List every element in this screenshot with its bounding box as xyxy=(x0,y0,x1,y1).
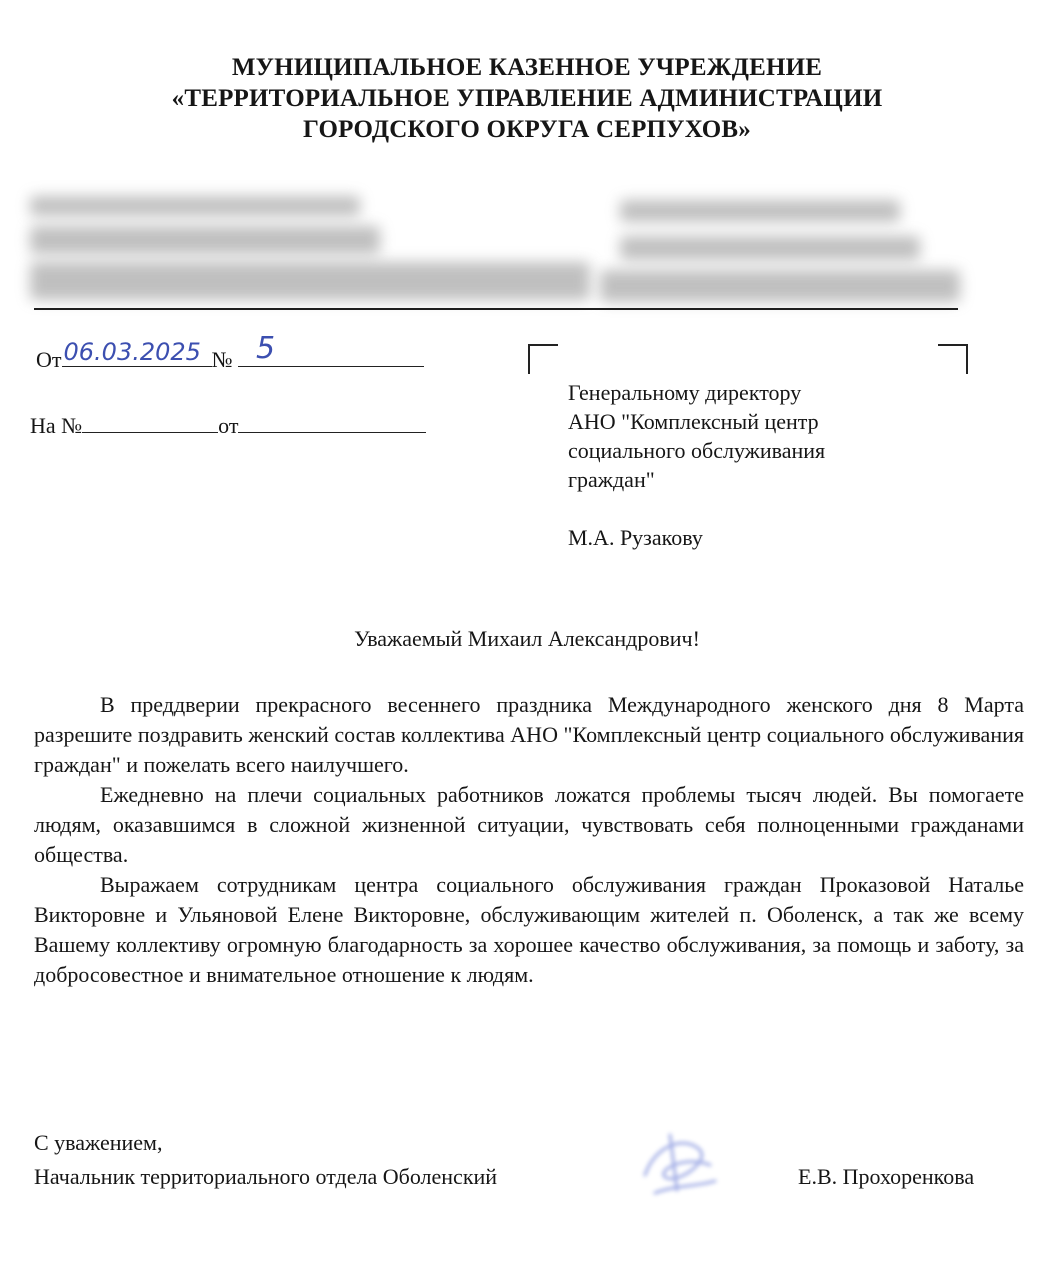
redacted-area-right-2 xyxy=(620,236,920,260)
number-handwritten: 5 xyxy=(256,331,276,366)
address-corner-left xyxy=(528,344,558,374)
incoming-reference xyxy=(30,410,426,439)
signer-name: Е.В. Прохоренкова xyxy=(798,1164,975,1189)
letterhead-line-2: «ТЕРРИТОРИАЛЬНОЕ УПРАВЛЕНИЕ АДМИНИСТРАЦИИ xyxy=(171,85,883,112)
body-paragraph-1: В преддверии прекрасного весеннего праздника Международного женского дня 8 Марта разрешите поздравить женский состав коллектива АНО "Комплексный центр социального обслуживания граждан" и пожелать всего наилучшего. xyxy=(34,692,1024,777)
reply-label: На № xyxy=(30,413,83,438)
date-field xyxy=(62,338,212,367)
closing-block xyxy=(34,1126,497,1194)
letterhead-line-3: ГОРОДСКОГО ОКРУГА СЕРПУХОВ» xyxy=(303,116,751,143)
reply-number-field xyxy=(82,410,218,433)
redacted-area-left-2 xyxy=(30,226,380,254)
addressee-line-3: социального обслуживания xyxy=(568,438,826,463)
addressee-line-1: Генеральному директору xyxy=(568,380,802,405)
redacted-area-left xyxy=(30,196,360,216)
letterhead-line-1: МУНИЦИПАЛЬНОЕ КАЗЕННОЕ УЧРЕЖДЕНИЕ xyxy=(231,54,823,81)
redacted-area-left-3 xyxy=(30,262,590,300)
letter-body xyxy=(34,690,1024,990)
greeting: Уважаемый Михаил Александрович! xyxy=(354,626,700,651)
body-paragraph-2: Ежедневно на плечи социальных работников ложатся проблемы тысяч людей. Вы помогаете людям, оказавшимся в сложной жизненной ситуации, чувствовать себя полноценными гражданами общества. xyxy=(34,782,1024,867)
address-corner-right xyxy=(938,344,968,374)
number-label: № xyxy=(211,347,233,372)
addressee-line-4: граждан" xyxy=(568,467,655,492)
addressee-name: М.А. Рузакову xyxy=(568,525,703,550)
addressee-block xyxy=(568,378,825,552)
addressee-line-2: АНО "Комплексный центр xyxy=(568,409,819,434)
redacted-area-right-3 xyxy=(600,270,960,302)
header-divider xyxy=(34,308,958,310)
signature-mark xyxy=(615,1115,735,1210)
closing-regards: С уважением, xyxy=(34,1130,163,1155)
letterhead xyxy=(0,52,1054,145)
outgoing-reference xyxy=(36,331,424,373)
number-field xyxy=(238,331,424,367)
reply-date-field xyxy=(238,410,426,433)
date-handwritten: 06.03.2025 xyxy=(63,338,201,366)
body-paragraph-3: Выражаем сотрудникам центра социального обслуживания граждан Проказовой Наталье Викторовне и Ульяновой Елене Викторовне, обслуживающим жителей п. Оболенск, а так же всему Вашему коллективу огромную благодарность за хорошее качество обслуживания, за помощь и заботу, за добросовестное и внимательное отношение к людям. xyxy=(34,872,1024,987)
redacted-area-right xyxy=(620,200,900,222)
signer-position: Начальник территориального отдела Оболенский xyxy=(34,1164,498,1189)
reply-from-label: от xyxy=(218,413,239,438)
from-label: От xyxy=(36,347,62,372)
